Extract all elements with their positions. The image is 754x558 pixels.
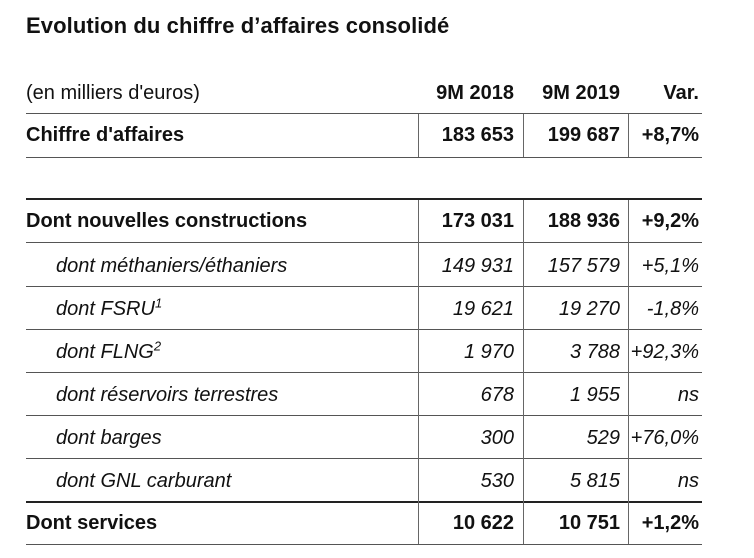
variation: +76,0% bbox=[630, 427, 699, 449]
variation: +5,1% bbox=[641, 255, 699, 277]
variation: ns bbox=[677, 384, 699, 406]
row-label: dont réservoirs terrestres bbox=[56, 384, 279, 406]
value-2019: 10 751 bbox=[558, 512, 620, 534]
column-separator bbox=[418, 114, 419, 157]
column-separator bbox=[523, 114, 524, 157]
table-row-flng bbox=[26, 329, 702, 371]
column-header-variation: Var. bbox=[663, 82, 699, 104]
value-2018: 530 bbox=[480, 470, 514, 492]
value-2018: 149 931 bbox=[441, 255, 514, 277]
value-2018: 300 bbox=[480, 427, 514, 449]
value-2019: 529 bbox=[586, 427, 620, 449]
value-2019: 19 270 bbox=[558, 298, 620, 320]
table-row-reservoirs bbox=[26, 372, 702, 414]
value-2019: 3 788 bbox=[569, 341, 620, 363]
row-label-text: dont FSRU bbox=[56, 298, 155, 320]
footnote-marker: 1 bbox=[154, 295, 163, 311]
table-row-chiffre-affaires bbox=[26, 112, 702, 154]
value-2018: 1 970 bbox=[463, 341, 514, 363]
footnote-marker: 2 bbox=[153, 338, 162, 354]
variation: +92,3% bbox=[630, 341, 699, 363]
value-2018: 183 653 bbox=[441, 124, 514, 146]
variation: -1,8% bbox=[646, 298, 699, 320]
value-2018: 173 031 bbox=[441, 210, 514, 232]
table-bottom-border bbox=[26, 544, 702, 545]
table-row-barges bbox=[26, 415, 702, 457]
column-separator bbox=[418, 200, 419, 544]
value-2019: 199 687 bbox=[547, 124, 620, 146]
value-2018: 19 621 bbox=[452, 298, 514, 320]
column-header-9m-2019: 9M 2019 bbox=[542, 82, 620, 104]
row-label: Dont nouvelles constructions bbox=[26, 210, 308, 232]
column-separator bbox=[628, 200, 629, 544]
row-label: Dont services bbox=[26, 512, 158, 534]
value-2018: 678 bbox=[480, 384, 514, 406]
value-2019: 188 936 bbox=[547, 210, 620, 232]
column-header-9m-2018: 9M 2018 bbox=[436, 82, 514, 104]
column-separator bbox=[628, 114, 629, 157]
row-label: dont méthaniers/éthaniers bbox=[56, 255, 288, 277]
value-2019: 157 579 bbox=[547, 255, 620, 277]
variation: +8,7% bbox=[641, 124, 699, 146]
row-label: dont barges bbox=[56, 427, 162, 449]
page-title: Evolution du chiffre d’affaires consolidé bbox=[26, 13, 450, 38]
row-label: Chiffre d'affaires bbox=[26, 124, 185, 146]
variation: +1,2% bbox=[641, 512, 699, 534]
column-separator bbox=[523, 200, 524, 544]
table-header-row bbox=[26, 70, 702, 112]
row-divider bbox=[26, 157, 702, 158]
table-row-methaniers bbox=[26, 243, 702, 285]
row-label bbox=[56, 338, 162, 364]
table-row-fsru bbox=[26, 286, 702, 328]
value-2019: 1 955 bbox=[569, 384, 620, 406]
row-label: dont GNL carburant bbox=[56, 470, 232, 492]
variation: +9,2% bbox=[641, 210, 699, 232]
row-label-text: dont FLNG bbox=[56, 341, 154, 363]
table-row-gnl-carburant bbox=[26, 458, 702, 500]
table-row-services bbox=[26, 500, 702, 542]
unit-label: (en milliers d'euros) bbox=[26, 82, 200, 104]
value-2019: 5 815 bbox=[569, 470, 620, 492]
table-row-nouvelles-constructions bbox=[26, 198, 702, 240]
row-label bbox=[56, 295, 163, 321]
variation: ns bbox=[677, 470, 699, 492]
value-2018: 10 622 bbox=[452, 512, 514, 534]
